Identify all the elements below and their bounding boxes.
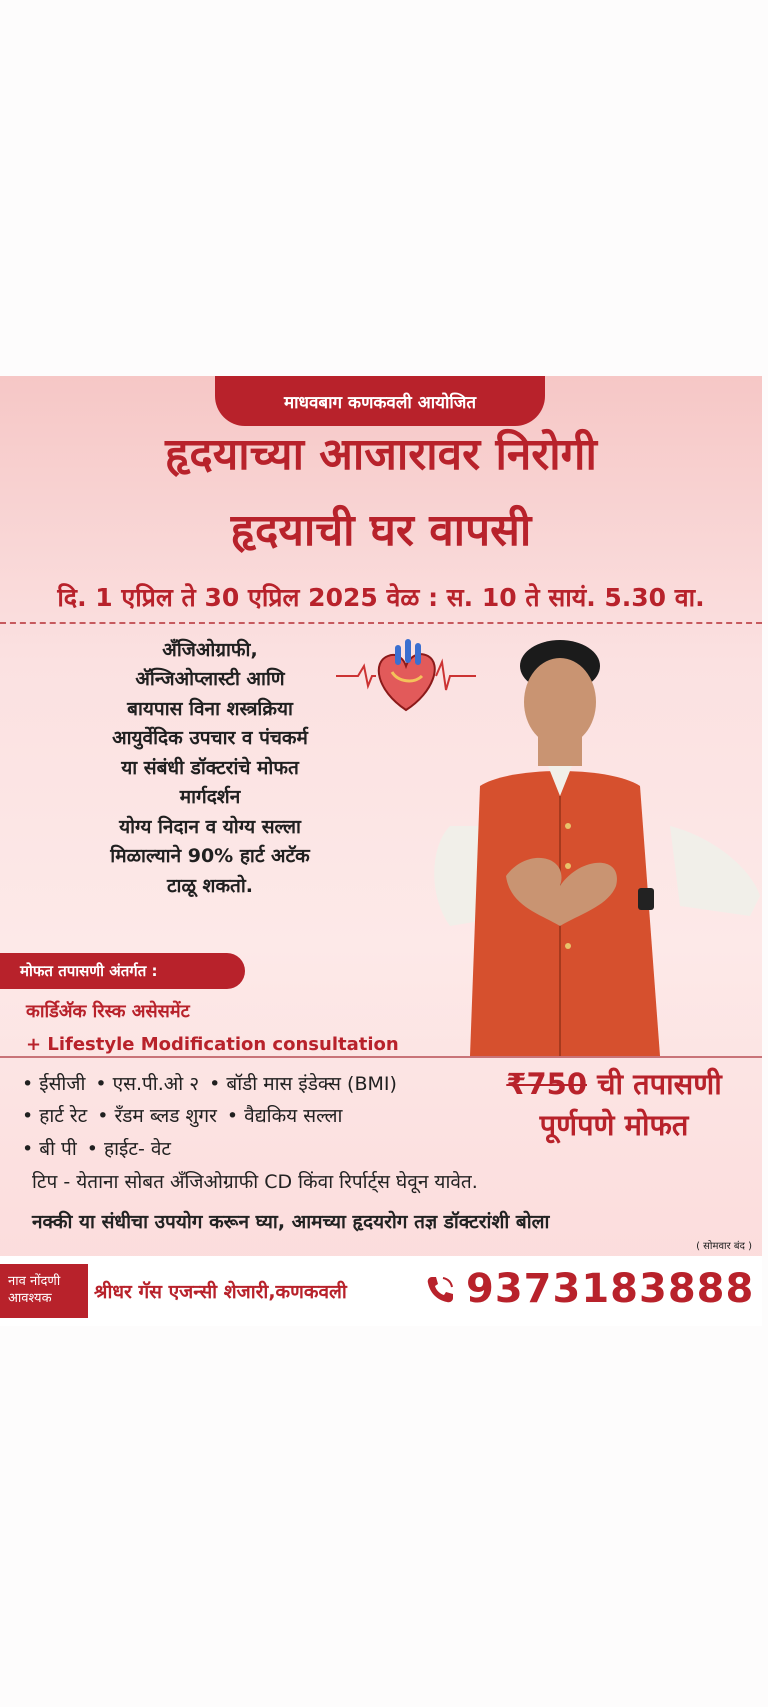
tests-row — [22, 1133, 397, 1165]
organizer-banner: माधवबाग कणकवली आयोजित — [215, 376, 545, 426]
test-item: • एस.पी.ओ २ — [95, 1073, 200, 1095]
promo-line: अँजिओग्राफी, — [162, 639, 258, 661]
tests-row — [22, 1068, 397, 1100]
ecg-line-icon — [336, 666, 376, 686]
promo-line: मिळाल्याने 90% हार्ट अटॅक — [110, 845, 310, 868]
test-item: • बॉडी मास इंडेक्स (BMI) — [209, 1073, 397, 1095]
test-item: • वैद्यकिय सल्ला — [226, 1105, 343, 1128]
free-offer — [484, 1064, 744, 1145]
promo-line: टाळू शकतो. — [166, 874, 254, 897]
poster — [0, 376, 762, 1326]
promo-line: अ‍ॅन्जिओप्लास्टी आणि — [135, 668, 285, 691]
offer-line1 — [484, 1064, 744, 1105]
promo-line: आयुर्वेदिक उपचार व पंचकर्म — [112, 727, 308, 750]
test-item: • हाईट- वेट — [86, 1137, 171, 1160]
offer-suffix: ची तपासणी — [587, 1067, 722, 1101]
footer — [0, 1256, 762, 1326]
section-divider — [0, 1056, 762, 1058]
dashed-divider — [0, 622, 762, 624]
offer-line2: पूर्णपणे मोफत — [539, 1107, 689, 1142]
test-item: • रँडम ब्लड शुगर — [97, 1105, 217, 1128]
test-item: • बी पी — [22, 1137, 77, 1160]
tip-text: टिप - येताना सोबत अँजिओग्राफी CD किंवा रिर्पार्ट्स घेवून यावेत. — [32, 1171, 478, 1193]
test-item: • हार्ट रेट — [22, 1105, 88, 1128]
registration-badge — [0, 1264, 88, 1318]
struck-price: ₹750 — [506, 1067, 587, 1101]
phone-number[interactable]: 9373183888 — [466, 1266, 755, 1312]
date-time-line: दि. 1 एप्रिल ते 30 एप्रिल 2025 वेळ : स. 10 ते सायं. 5.30 वा. — [57, 583, 705, 612]
ambassador-photo — [410, 626, 762, 1056]
registration-line1: नाव नोंदणी — [8, 1274, 61, 1290]
promo-line: मार्गदर्शन — [179, 786, 241, 809]
promo-line: या संबंधी डॉक्टरांचे मोफत — [121, 756, 299, 779]
tests-row — [22, 1100, 397, 1132]
promo-line: बायपास विना शस्त्रक्रिया — [127, 697, 293, 720]
lifestyle-item: + Lifestyle Modification consultation — [26, 1034, 399, 1055]
address: श्रीधर गॅस एजन्सी शेजारी,कणकवली — [94, 1281, 347, 1303]
promo-line: योग्य निदान व योग्य सल्ला — [119, 815, 301, 838]
headline-line2: हृदयाची घर वापसी — [230, 505, 532, 556]
cardiac-risk-item: कार्डिअ‍ॅक रिस्क असेसमेंट — [26, 1001, 190, 1022]
registration-line2: आवश्यक — [8, 1291, 52, 1306]
free-checkup-label: मोफत तपासणी अंतर्गत : — [0, 953, 245, 989]
headline-line1: हृदयाच्या आजारावर निरोगी — [165, 429, 597, 480]
test-item: • ईसीजी — [22, 1073, 86, 1095]
tests-list — [22, 1068, 397, 1165]
appeal-text: नक्की या संधीचा उपयोग करून घ्या, आमच्या हृदयरोग तज्ञ डॉक्टरांशी बोला — [32, 1211, 550, 1233]
phone-icon — [424, 1274, 456, 1306]
closed-note: ( सोमवार बंद ) — [696, 1241, 752, 1252]
